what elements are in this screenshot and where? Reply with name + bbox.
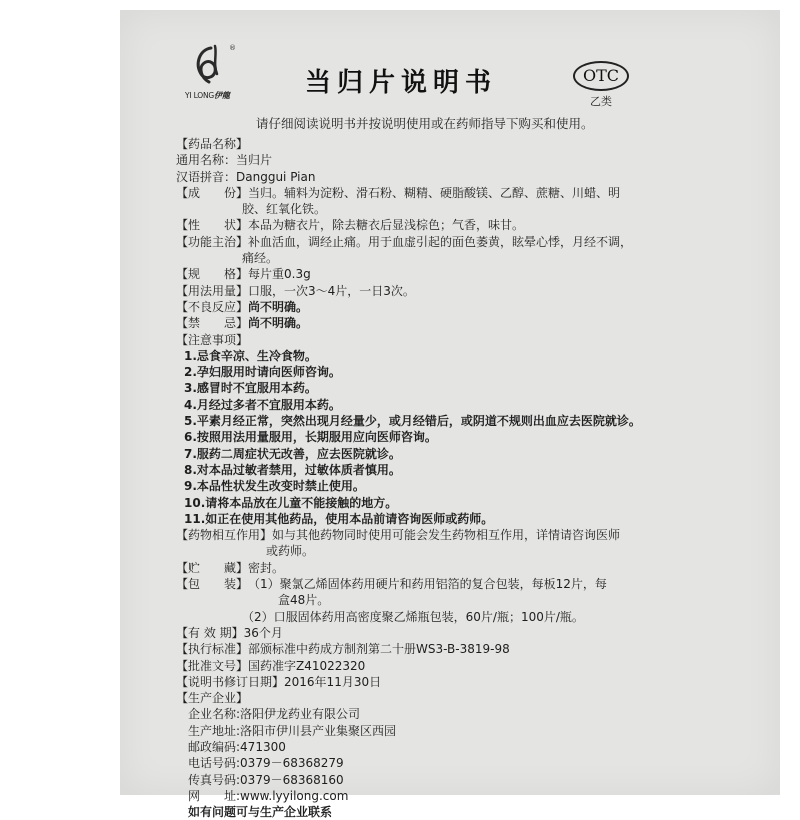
generic-name-row: 通用名称：当归片 (176, 153, 273, 168)
manufacturer-phone: 电话号码:0379－68368279 (188, 756, 344, 771)
package-row: 【包 装】（1）聚氯乙烯固体药用硬片和药用铝箔的复合包装，每板12片，每 (176, 577, 607, 592)
manufacturer-postcode: 邮政编码:471300 (188, 739, 286, 754)
standard-row: 【执行标准】部颁标准中药成方制剂第二十册WS3-B-3819-98 (176, 642, 510, 657)
precaution-item: 3.感冒时不宜服用本药。 (184, 381, 317, 396)
interactions-row: 【药物相互作用】如与其他药物同时使用可能会发生药物相互作用，详情请咨询医师 (176, 528, 621, 543)
precautions-heading: 【注意事项】 (176, 332, 249, 347)
contact-note: 如有问题可与生产企业联系 (188, 805, 333, 820)
storage-row: 【贮 藏】密封。 (176, 560, 285, 575)
precaution-item: 5.平素月经正常，突然出现月经量少，或月经错后，或阴道不规则出血应去医院就诊。 (184, 414, 641, 429)
interactions-row-cont: 或药师。 (266, 544, 315, 559)
drug-name-heading: 【药品名称】 (176, 137, 249, 151)
manufacturer-heading: 【生产企业】 (176, 691, 249, 706)
approval-row: 【批准文号】国药准字Z41022320 (176, 658, 366, 673)
character-row: 【性 状】本品为糖衣片，除去糖衣后显浅棕色；气香，味甘。 (176, 218, 525, 233)
logo-caption: YI LONG伊龍 (185, 91, 230, 100)
manufacturer-website: 网 址:www.lyyilong.com (188, 788, 349, 803)
precaution-item: 1.忌食辛凉、生冷食物。 (184, 348, 317, 363)
specification-row: 【规 格】每片重0.3g (176, 267, 311, 282)
validity-row: 【有 效 期】36个月 (176, 625, 283, 640)
registered-mark: ® (229, 44, 236, 52)
otc-badge: OTC (573, 61, 629, 91)
indications-row: 【功能主治】补血活血，调经止痛。用于血虚引起的面色萎黄，眩晕心悸，月经不调， (176, 234, 633, 249)
insert-body (176, 136, 646, 820)
manufacturer-fax: 传真号码:0379－68368160 (188, 772, 344, 787)
precaution-item: 11.如正在使用其他药品，使用本品前请咨询医师或药师。 (184, 511, 494, 526)
manufacturer-name: 企业名称:洛阳伊龙药业有限公司 (188, 707, 361, 722)
pinyin-name-row: 汉语拼音：Danggui Pian (176, 169, 316, 184)
revision-date-row: 【说明书修订日期】2016年11月30日 (176, 674, 382, 689)
precaution-item: 6.按照用法用量服用，长期服用应向医师咨询。 (184, 430, 437, 445)
page-title: 当归片说明书 (305, 68, 498, 98)
precaution-item: 2.孕妇服用时请向医师咨询。 (184, 365, 341, 380)
contraindications-row: 【禁 忌】尚不明确。 (176, 316, 309, 331)
precaution-item: 7.服药二周症状无改善，应去医院就诊。 (184, 446, 401, 461)
precaution-item: 8.对本品过敏者禁用，过敏体质者慎用。 (184, 462, 401, 477)
yilong-logo-icon (191, 44, 225, 86)
precaution-item: 9.本品性状发生改变时禁止使用。 (184, 479, 365, 494)
precaution-item: 10.请将本品放在儿童不能接触的地方。 (184, 495, 398, 510)
ingredients-row: 【成 份】当归。辅料为淀粉、滑石粉、糊精、硬脂酸镁、乙醇、蔗糖、川蜡、明 (176, 185, 621, 200)
dosage-row: 【用法用量】口服，一次3～4片，一日3次。 (176, 283, 415, 298)
ingredients-row-cont: 胶、红氧化铁。 (242, 202, 327, 217)
manufacturer-address: 生产地址:洛阳市伊川县产业集聚区西园 (188, 723, 397, 738)
otc-class-label: 乙类 (590, 95, 612, 108)
precaution-item: 4.月经过多者不宜服用本药。 (184, 397, 341, 412)
package-row-cont: 盒48片。 (278, 593, 330, 608)
reading-instruction: 请仔细阅读说明书并按说明使用或在药师指导下购买和使用。 (256, 116, 594, 131)
indications-row-cont: 痛经。 (242, 251, 279, 266)
company-logo (185, 44, 240, 106)
package-row-2: （2）口服固体药用高密度聚乙烯瓶包装，60片/瓶；100片/瓶。 (242, 609, 584, 624)
adverse-reaction-row: 【不良反应】尚不明确。 (176, 299, 309, 314)
